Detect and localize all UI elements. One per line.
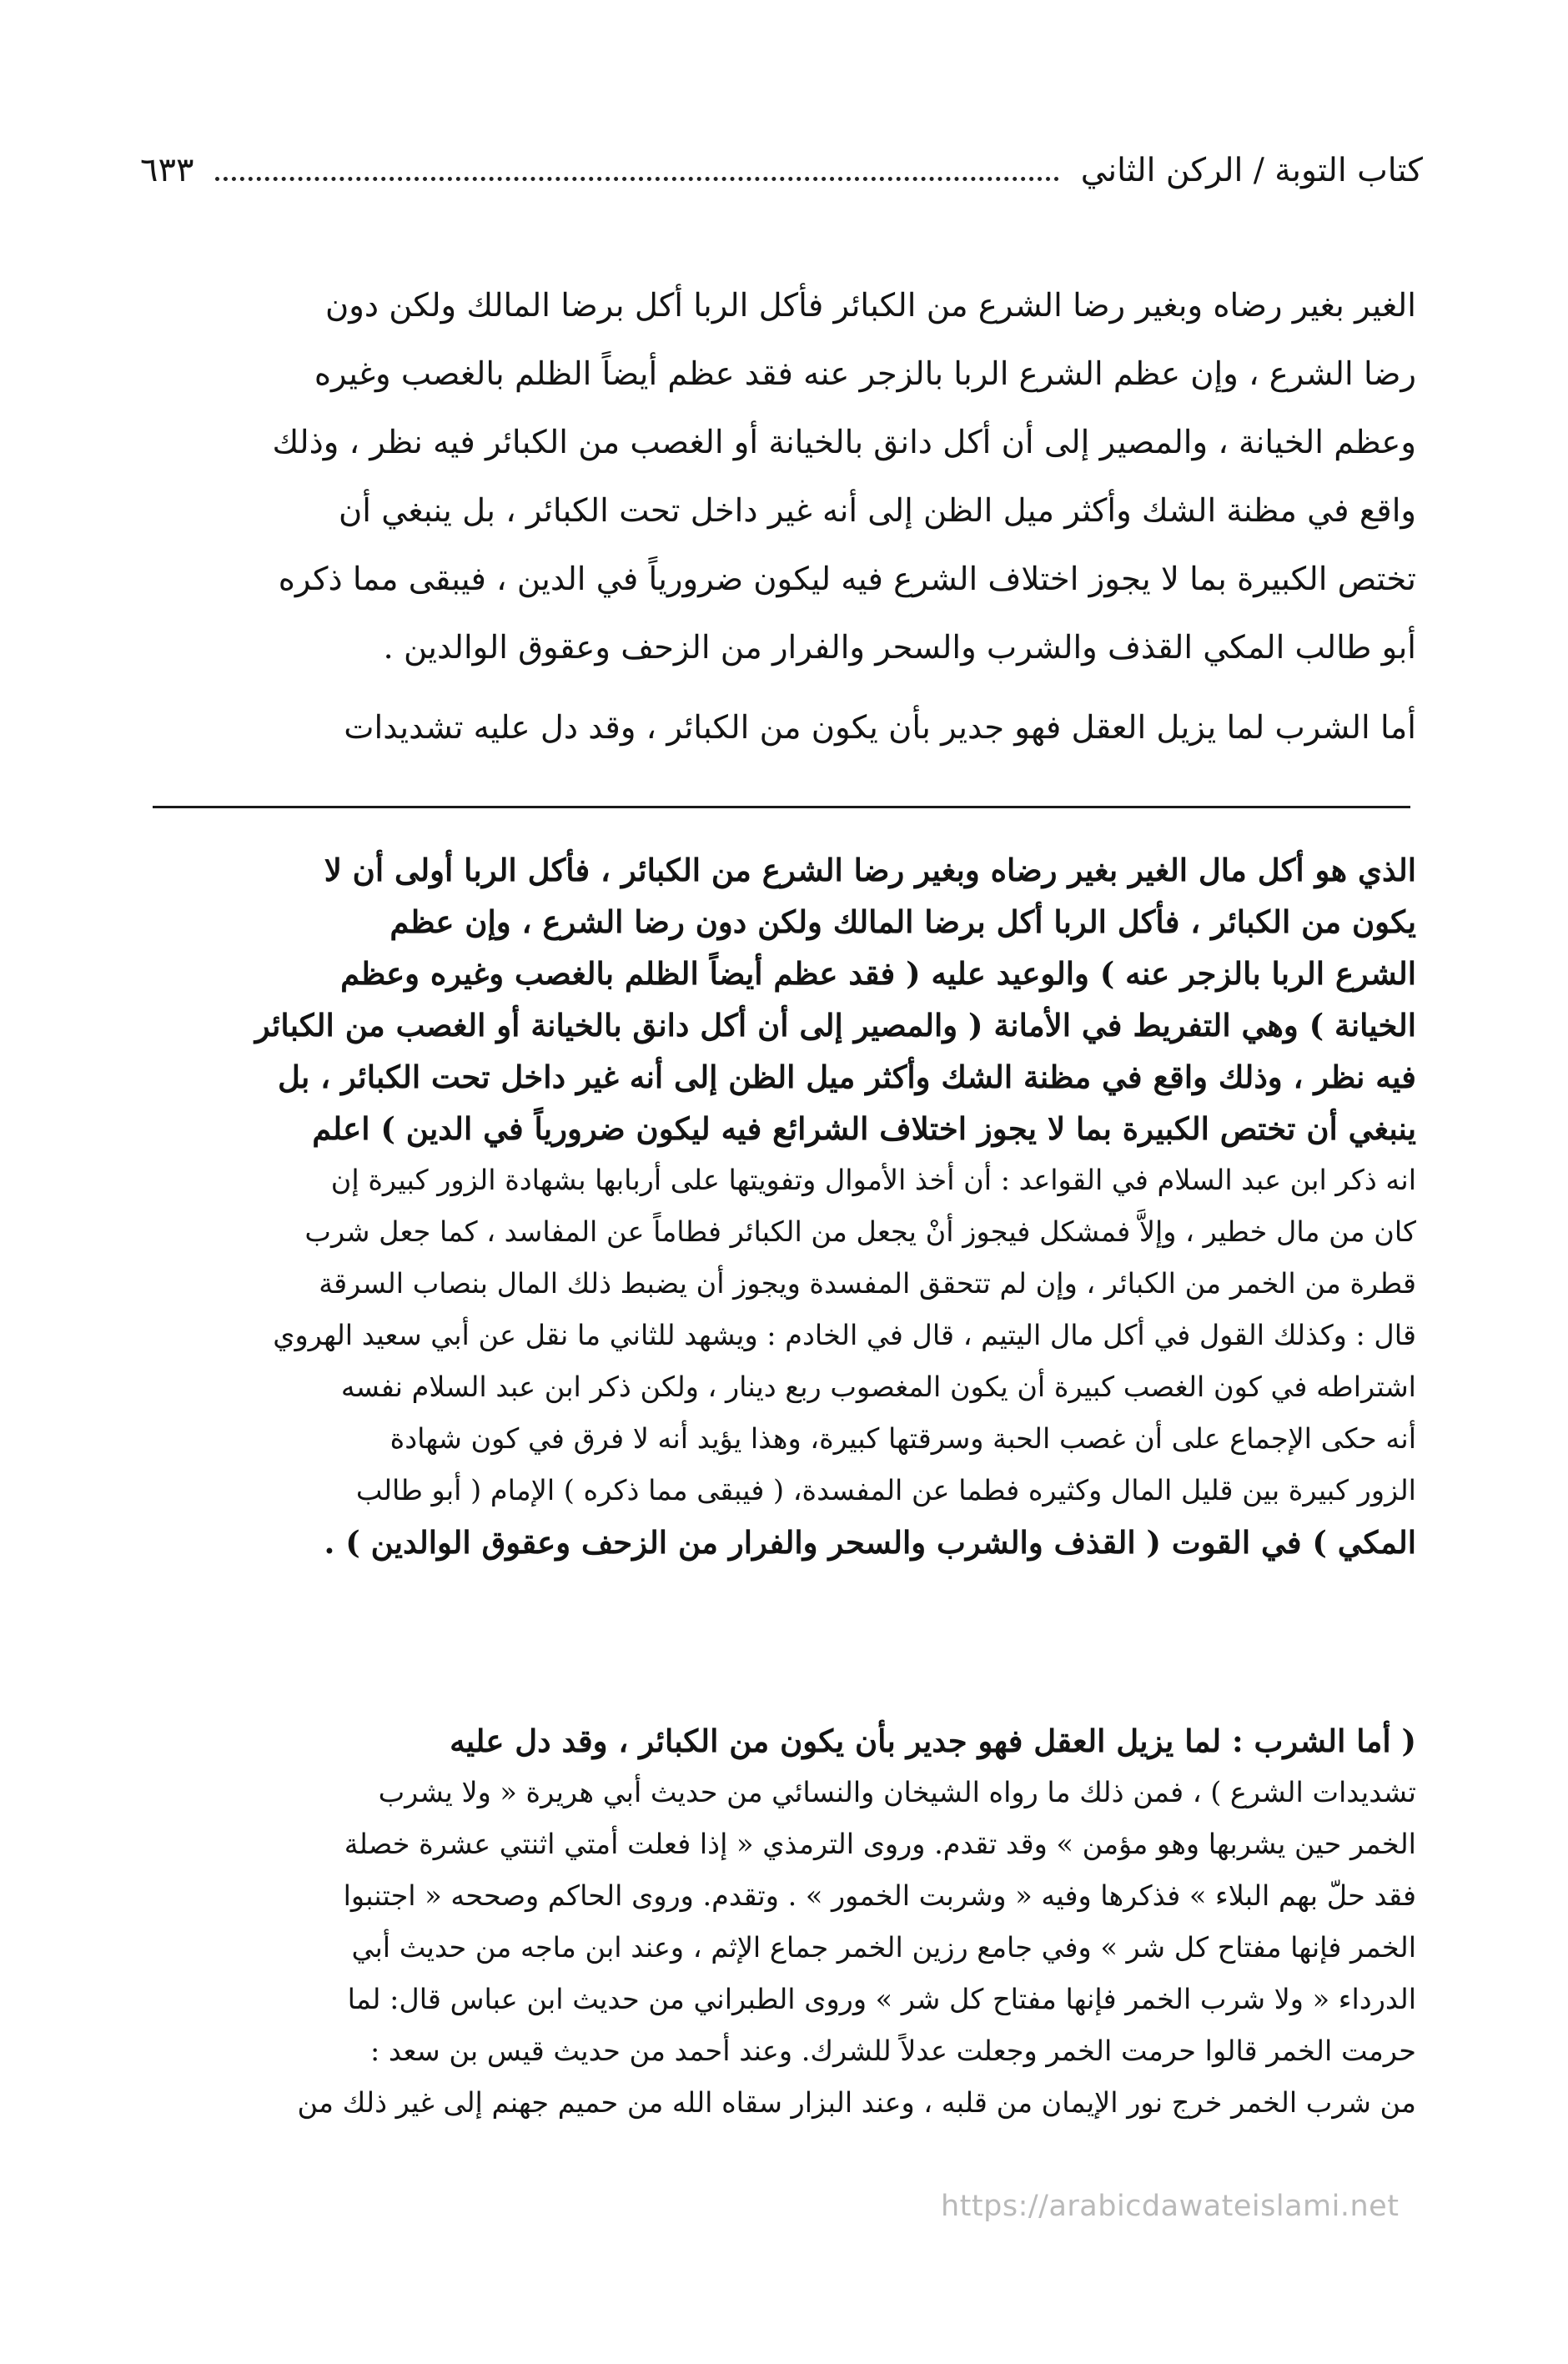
commentary-line: فيه نظر ، وذلك واقع في مظنة الشك وأكثر ميل الظن إلى أنه غير داخل تحت الكبائر ، بل [277,1059,1416,1095]
commentary-line: قطرة من الخمر من الكبائر ، وإن لم تتحقق المفسدة ويجوز أن يضبط ذلك المال بنصاب السرقة [319,1267,1416,1300]
commentary-line: الخمر حين يشربها وهو مؤمن » وقد تقدم. وروى الترمذي « إذا فعلت أمتي اثنتي عشرة خصلة [344,1828,1416,1860]
main-line: أبو طالب المكي القذف والشرب والسحر والفرار من الزحف وعقوق الوالدين . [383,629,1416,666]
main-line: تختص الكبيرة بما لا يجوز اختلاف الشرع فيه ليكون ضرورياً في الدين ، فيبقى مما ذكره [278,561,1416,598]
main-line: رضا الشرع ، وإن عظم الشرع الربا بالزجر عنه فقد عظم أيضاً الظلم بالغصب وغيره [314,355,1416,393]
running-header [140,138,1423,202]
commentary-line: الخمر فإنها مفتاح كل شر » وفي جامع رزين الخمر جماع الإثم ، وعند ابن ماجه من حديث أبي [351,1931,1416,1964]
commentary-line: الذي هو أكل مال الغير بغير رضاه وبغير رضا الشرع من الكبائر ، فأكل الربا أولى أن لا [324,852,1416,888]
main-line: واقع في مظنة الشك وأكثر ميل الظن إلى أنه غير داخل تحت الكبائر ، بل ينبغي أن [339,492,1416,530]
main-line: الغير بغير رضاه وبغير رضا الشرع من الكبائر فأكل الربا أكل برضا المالك ولكن دون [325,287,1416,324]
main-line: وعظم الخيانة ، والمصير إلى أن أكل دانق بالخيانة أو الغصب من الكبائر فيه نظر ، وذلك [272,424,1416,461]
footnote-divider [153,806,1410,808]
commentary-line: قال : وكذلك القول في أكل مال اليتيم ، قال في الخادم : ويشهد للثاني ما نقل عن أبي سعيد الهروي [273,1319,1416,1351]
commentary-line: حرمت الخمر قالوا حرمت الخمر وجعلت عدلاً للشرك. وعند أحمد من حديث قيس بن سعد : [370,2035,1416,2067]
dotted-leader [215,176,1058,181]
main-text-paragraph-1 [150,272,1416,682]
commentary-line: فقد حلّ بهم البلاء » فذكرها وفيه « وشربت الخمور » . وتقدم. وروى الحاكم وصححه « اجتنبوا [343,1879,1416,1912]
commentary-line: من شرب الخمر خرج نور الإيمان من قلبه ، وعند البزار سقاه الله من حميم جهنم إلى غير ذلك من [297,2086,1416,2119]
main-text-paragraph-2 [150,694,1416,762]
watermark-url: https://arabicdawateislami.net [941,2190,1400,2223]
commentary-line: الزور كبيرة بين قليل المال وكثيره فطما عن المفسدة، ( فيبقى مما ذكره ) الإمام ( أبو طالب [355,1474,1416,1506]
header-title: كتاب التوبة / الركن الثاني [1080,151,1423,189]
commentary-line: الخيانة ) وهي التفريط في الأمانة ( والمصير إلى أن أكل دانق بالخيانة أو الغصب من الكبائر [254,1007,1416,1044]
commentary-line: ( أما الشرب : لما يزيل العقل فهو جدير بأن يكون من الكبائر ، وقد دل عليه [450,1723,1416,1759]
commentary-line: اشتراطه في كون الغصب كبيرة أن يكون المغصوب ربع دينار ، ولكن ذكر ابن عبد السلام نفسه [340,1371,1416,1403]
commentary-line: الدرداء « ولا شرب الخمر فإنها مفتاح كل شر » وروى الطبراني من حديث ابن عباس قال: لما [347,1983,1416,2015]
commentary-block-2 [150,1715,1416,2129]
commentary-line: تشديدات الشرع ) ، فمن ذلك ما رواه الشيخان والنسائي من حديث أبي هريرة « ولا يشرب [378,1776,1416,1808]
commentary-block-1 [150,844,1416,1568]
commentary-line: يكون من الكبائر ، فأكل الربا أكل برضا المالك ولكن دون رضا الشرع ، وإن عظم [389,903,1416,940]
commentary-line: ينبغي أن تختص الكبيرة بما لا يجوز اختلاف الشرائع فيه ليكون ضرورياً في الدين ) اعلم [312,1110,1416,1147]
commentary-line: انه ذكر ابن عبد السلام في القواعد : أن أخذ الأموال وتفويتها على أربابها بشهادة الزور كبيرة إن [330,1164,1416,1196]
commentary-line: أنه حكى الإجماع على أن غصب الحبة وسرقتها كبيرة، وهذا يؤيد أنه لا فرق في كون شهادة [389,1422,1416,1455]
commentary-line: المكي ) في القوت ( القذف والشرب والسحر والفرار من الزحف وعقوق الوالدين ) . [324,1524,1416,1561]
commentary-line: الشرع الربا بالزجر عنه ) والوعيد عليه ( فقد عظم أيضاً الظلم بالغصب وغيره وعظم [340,955,1416,992]
commentary-line: كان من مال خطير ، وإلاَّ فمشكل فيجوز أنْ يجعل من الكبائر فطاماً عن المفاسد ، كما جعل شرب [304,1215,1416,1248]
page-number: ٦٣٣ [140,151,194,189]
main-line: أما الشرب لما يزيل العقل فهو جدير بأن يكون من الكبائر ، وقد دل عليه تشديدات [344,709,1416,747]
